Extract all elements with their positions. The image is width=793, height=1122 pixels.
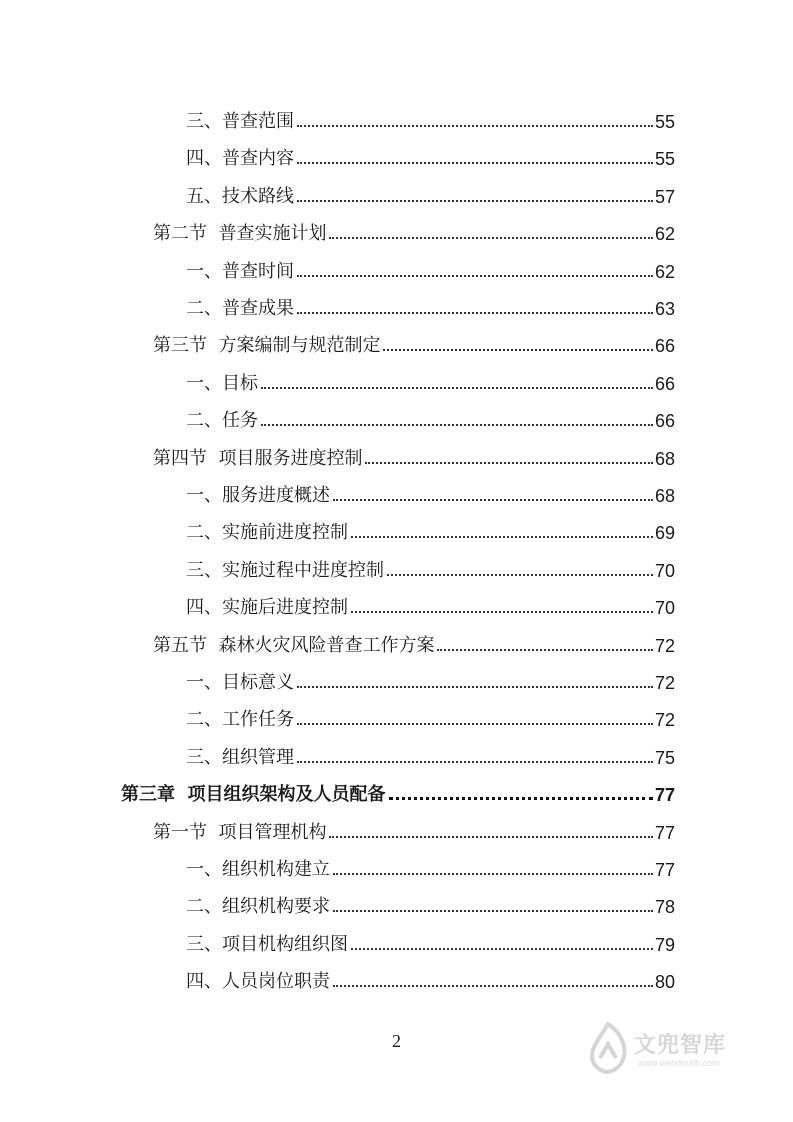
toc-title: 第一节 项目管理机构 xyxy=(153,821,327,843)
toc-section-row[interactable] xyxy=(153,818,675,844)
toc-item-row[interactable] xyxy=(186,107,675,133)
toc-page-number: 72 xyxy=(654,635,675,656)
toc-item-row[interactable] xyxy=(186,743,675,769)
toc-item-row[interactable] xyxy=(186,668,675,694)
toc-item-row[interactable] xyxy=(186,892,675,918)
toc-page-number: 66 xyxy=(654,411,675,432)
toc-page-number: 70 xyxy=(654,560,675,581)
toc-item-row[interactable] xyxy=(186,481,675,507)
toc-item-row[interactable] xyxy=(186,967,675,993)
toc-page-number: 77 xyxy=(654,785,675,806)
dot-leader xyxy=(329,836,653,838)
toc-item-row[interactable] xyxy=(186,257,675,283)
toc-page-number: 66 xyxy=(654,373,675,394)
toc-page-number: 70 xyxy=(654,598,675,619)
dot-leader xyxy=(333,910,653,912)
toc-title: 一、普查时间 xyxy=(186,260,294,282)
toc-title: 第三节 方案编制与规范制定 xyxy=(153,335,381,357)
dot-leader xyxy=(297,125,653,127)
toc-item-row[interactable] xyxy=(186,593,675,619)
dot-leader xyxy=(333,873,653,875)
toc-page-number: 80 xyxy=(654,972,675,993)
toc-item-row[interactable] xyxy=(186,406,675,432)
toc-page-number: 79 xyxy=(654,934,675,955)
dot-leader xyxy=(351,536,653,538)
toc-item-row[interactable] xyxy=(186,705,675,731)
toc-item-row[interactable] xyxy=(186,930,675,956)
toc-page-number: 68 xyxy=(654,486,675,506)
toc-page-number: 69 xyxy=(654,523,675,544)
dot-leader xyxy=(351,948,653,950)
toc-page-number: 72 xyxy=(654,710,675,731)
toc-title: 第二节 普查实施计划 xyxy=(153,223,327,245)
toc-section-row[interactable] xyxy=(153,219,675,245)
dot-leader xyxy=(297,162,653,164)
watermark-text: 文兜智库 xyxy=(634,1033,727,1058)
toc-title: 第五节 森林火灾风险普查工作方案 xyxy=(153,634,435,656)
toc-title: 四、实施后进度控制 xyxy=(186,597,348,619)
toc-page-number: 66 xyxy=(654,336,675,357)
dot-leader xyxy=(261,387,653,389)
dot-leader xyxy=(297,200,653,202)
dot-leader xyxy=(333,499,653,501)
dot-leader xyxy=(437,649,653,651)
toc-chapter-row[interactable] xyxy=(121,780,675,806)
toc-title: 四、人员岗位职责 xyxy=(186,971,330,993)
toc-title: 一、目标 xyxy=(186,372,258,394)
dot-leader xyxy=(383,349,653,351)
toc-title: 三、普查范围 xyxy=(186,111,294,132)
logo-icon xyxy=(586,1022,630,1074)
watermark-url: www.wendoulib.com xyxy=(638,1058,720,1068)
toc-title: 一、目标意义 xyxy=(186,672,294,693)
toc-page-number: 68 xyxy=(654,448,675,469)
dot-leader xyxy=(351,611,653,613)
watermark xyxy=(586,1020,756,1080)
toc-page-number: 72 xyxy=(654,673,675,693)
dot-leader xyxy=(333,985,653,987)
toc-item-row[interactable] xyxy=(186,518,675,544)
dot-leader xyxy=(297,761,653,763)
toc-title: 三、实施过程中进度控制 xyxy=(186,559,384,581)
toc-section-row[interactable] xyxy=(153,331,675,357)
toc-title: 五、技术路线 xyxy=(186,185,294,207)
toc-item-row[interactable] xyxy=(186,855,675,881)
toc-section-row[interactable] xyxy=(153,631,675,657)
toc-item-row[interactable] xyxy=(186,144,675,170)
toc-page-number: 78 xyxy=(654,897,675,918)
toc-title: 二、实施前进度控制 xyxy=(186,522,348,544)
toc-item-row[interactable] xyxy=(186,182,675,208)
toc-page-number: 63 xyxy=(654,299,675,319)
dot-leader xyxy=(297,723,653,725)
toc-page-number: 57 xyxy=(654,186,675,207)
toc-title: 第三章 项目组织架构及人员配备 xyxy=(121,784,386,806)
toc-title: 三、项目机构组织图 xyxy=(186,933,348,955)
toc-title: 二、工作任务 xyxy=(186,709,294,731)
toc-page-number: 75 xyxy=(654,747,675,768)
dot-leader xyxy=(297,686,653,688)
toc-title: 第四节 项目服务进度控制 xyxy=(153,447,363,469)
page-number: 2 xyxy=(392,1031,401,1051)
toc-page-number: 55 xyxy=(654,112,675,132)
dot-leader xyxy=(261,424,653,426)
toc-page-number: 55 xyxy=(654,149,675,170)
dot-leader xyxy=(365,462,653,464)
toc-title: 二、组织机构要求 xyxy=(186,896,330,918)
toc-page-number: 77 xyxy=(654,860,675,880)
dot-leader xyxy=(297,312,653,314)
toc-item-row[interactable] xyxy=(186,294,675,320)
toc-title: 三、组织管理 xyxy=(186,746,294,768)
toc-section-row[interactable] xyxy=(153,444,675,470)
dot-leader xyxy=(329,237,653,239)
toc-item-row[interactable] xyxy=(186,556,675,582)
toc-title: 二、任务 xyxy=(186,410,258,432)
dot-leader xyxy=(389,797,653,800)
toc-page-number: 62 xyxy=(654,224,675,245)
toc-title: 二、普查成果 xyxy=(186,298,294,319)
toc-page-number: 62 xyxy=(654,261,675,282)
toc-item-row[interactable] xyxy=(186,369,675,395)
toc-page-number: 77 xyxy=(654,822,675,843)
toc-title: 一、组织机构建立 xyxy=(186,859,330,880)
toc-title: 一、服务进度概述 xyxy=(186,485,330,506)
toc-title: 四、普查内容 xyxy=(186,148,294,170)
dot-leader xyxy=(387,574,653,576)
dot-leader xyxy=(297,275,653,277)
